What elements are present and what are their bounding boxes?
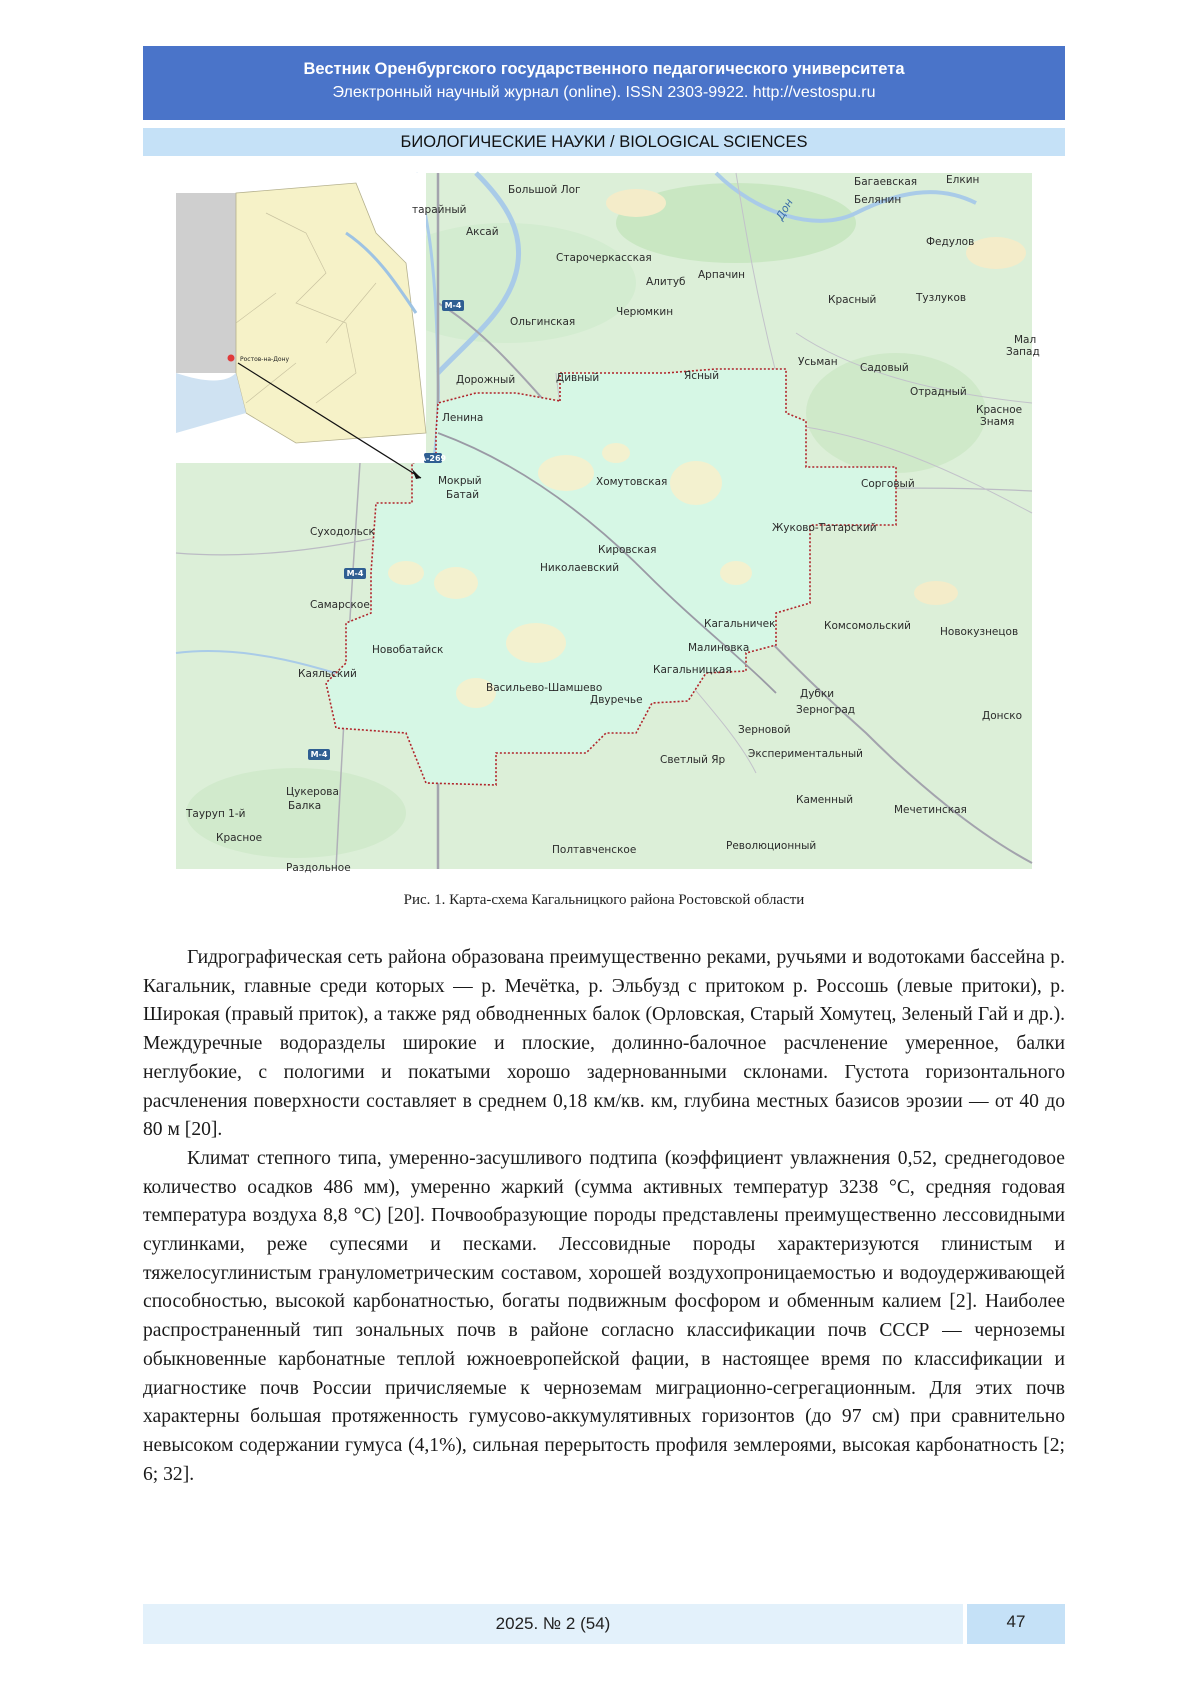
- svg-text:Дубки: Дубки: [800, 688, 835, 700]
- road-label-m4-3: [308, 749, 330, 760]
- svg-text:Красный: Красный: [828, 294, 877, 306]
- svg-text:Тауруп 1-й: Тауруп 1-й: [186, 808, 246, 820]
- svg-text:Черюмкин: Черюмкин: [616, 306, 674, 318]
- svg-text:Зерновой: Зерновой: [738, 724, 791, 736]
- svg-text:Кагальницкая: Кагальницкая: [653, 664, 732, 676]
- svg-text:Белянин: Белянин: [854, 194, 902, 206]
- svg-text:Каменный: Каменный: [796, 794, 854, 806]
- svg-text:Усьман: Усьман: [798, 356, 838, 368]
- svg-text:Арпачин: Арпачин: [698, 269, 746, 281]
- svg-text:Отрадный: Отрадный: [910, 386, 967, 398]
- svg-text:Донско: Донско: [982, 710, 1023, 722]
- svg-text:Николаевский: Николаевский: [540, 562, 620, 574]
- svg-text:Дорожный: Дорожный: [456, 374, 516, 386]
- svg-text:Кагальничек: Кагальничек: [704, 618, 776, 630]
- svg-text:Двуречье: Двуречье: [590, 694, 643, 706]
- road-label-a269: [420, 453, 447, 463]
- svg-text:Ленина: Ленина: [442, 412, 484, 424]
- road-label-m4-2: [344, 568, 366, 579]
- paragraph: Климат степного типа, умеренно-засушливого подтипа (коэффициент увлажнения 0,52, среднегодовое количество осадков 486 мм), умеренно жаркий (сумма активных температур 3238 °С, средняя годовая температура воздуха 8,8 °С) [20]. Почвообразующие породы представлены преимущественно лессовидными суглинками, реже супесями и песками. Лессовидные породы характеризуются глинистым и тяжелосуглинистым гранулометрическим составом, хорошей воздухопроницаемостью и водоудерживающей способностью, высокой карбонатностью, богаты подвижным фосфором и обменным калием [2]. Наиболее распространенный тип зональных почв в районе согласно классификации почв СССР — черноземы обыкновенные карбонатные теплой южноевропейской фации, в настоящее время по классификации и диагностике почв России причисляемые к черноземам миграционно-сегрегационным. Для этих почв характерны большая протяженность гумусово-аккумулятивных горизонтов (до 97 см) при сравнительно невысоком содержании гумуса (4,1%), сильная перерытость профиля землероями, высокая карбонатность [2; 6; 32].: [143, 1147, 1065, 1485]
- svg-text:тарайный: тарайный: [412, 204, 467, 216]
- svg-text:Полтавченское: Полтавченское: [552, 844, 637, 856]
- svg-text:Самарское: Самарское: [310, 599, 370, 611]
- svg-text:Алитуб: Алитуб: [646, 276, 686, 288]
- svg-text:Ясный: Ясный: [684, 370, 720, 382]
- issue-number: 2025. № 2 (54): [143, 1604, 963, 1644]
- svg-text:Раздольное: Раздольное: [286, 862, 351, 874]
- paragraph: Гидрографическая сеть района образована преимущественно реками, ручьями и водотоками бассейна р. Кагальник, главные среди которых — р. Мечётка, р. Эльбузд с притоком р. Россошь (левые притоки), р. Широкая (правый приток), а также ряд обводненных балок (Орловская, Старый Хомутец, Зеленый Гай и др.). Междуречные водоразделы широкие и плоские, долинно-балочное расчленение умеренное, балки неглубокие, с пологими и покатыми хорошо задернованными склонами. Густота горизонтального расчленения поверхности составляет в среднем 0,18 км/кв. км, глубина местных базисов эрозии — от 40 до 80 м [20].: [143, 947, 1065, 1141]
- svg-text:Дивный: Дивный: [556, 372, 600, 384]
- svg-text:Революционный: Революционный: [726, 840, 817, 852]
- svg-text:Комсомольский: Комсомольский: [824, 620, 912, 632]
- road-label-m4-1: [442, 300, 464, 311]
- svg-text:Красное: Красное: [216, 832, 263, 844]
- svg-text:Красное: Красное: [976, 404, 1023, 416]
- svg-text:М-4: М-4: [444, 301, 462, 310]
- section-title: БИОЛОГИЧЕСКИЕ НАУКИ / BIOLOGICAL SCIENCES: [143, 128, 1065, 156]
- svg-text:Аксай: Аксай: [466, 226, 499, 238]
- svg-text:Елкин: Елкин: [946, 174, 980, 186]
- svg-text:Мокрый: Мокрый: [438, 475, 482, 487]
- svg-text:Новобатайск: Новобатайск: [372, 644, 444, 656]
- article-body: [143, 944, 1065, 1489]
- svg-text:Федулов: Федулов: [926, 236, 975, 248]
- svg-text:Ольгинская: Ольгинская: [510, 316, 576, 328]
- page-footer: [143, 1604, 1065, 1644]
- svg-text:Жуково-Татарский: Жуково-Татарский: [772, 522, 877, 534]
- svg-text:Багаевская: Багаевская: [854, 176, 918, 188]
- svg-text:Сорговый: Сорговый: [861, 478, 915, 490]
- page-number: 47: [967, 1604, 1065, 1644]
- svg-text:Суходольск: Суходольск: [310, 526, 375, 538]
- journal-header: [143, 46, 1065, 120]
- svg-text:Васильево-Шамшево: Васильево-Шамшево: [486, 682, 603, 694]
- svg-text:Кировская: Кировская: [598, 544, 657, 556]
- svg-text:Садовый: Садовый: [860, 362, 909, 374]
- svg-text:А-269: А-269: [419, 454, 447, 463]
- svg-text:Старочеркасская: Старочеркасская: [556, 252, 652, 264]
- svg-text:Запад: Запад: [1006, 346, 1040, 358]
- svg-text:Зерноград: Зерноград: [796, 704, 856, 716]
- svg-text:Батай: Батай: [446, 489, 480, 501]
- svg-text:М-4: М-4: [346, 569, 364, 578]
- svg-text:Знамя: Знамя: [980, 416, 1015, 428]
- svg-text:Малиновка: Малиновка: [688, 642, 750, 654]
- svg-text:Цукерова: Цукерова: [286, 786, 339, 798]
- svg-text:Балка: Балка: [288, 800, 322, 812]
- map-figure: [176, 173, 1040, 874]
- svg-text:Тузлуков: Тузлуков: [916, 292, 967, 304]
- journal-title: Вестник Оренбургского государственного педагогического университета: [303, 60, 905, 78]
- svg-text:Мал: Мал: [1014, 334, 1037, 346]
- figure-caption: Рис. 1. Карта-схема Кагальницкого района Ростовской области: [403, 892, 805, 908]
- svg-text:Новокузнецов: Новокузнецов: [940, 626, 1019, 638]
- svg-text:М-4: М-4: [310, 750, 328, 759]
- inset-city-label: Ростов-на-Дону: [240, 356, 290, 363]
- svg-text:Светлый Яр: Светлый Яр: [660, 754, 726, 766]
- river-label-don: Дон: [773, 196, 796, 223]
- district-map: [176, 173, 1040, 874]
- svg-text:Большой Лог: Большой Лог: [508, 184, 581, 196]
- svg-text:Хомутовская: Хомутовская: [596, 476, 668, 488]
- svg-text:Каяльский: Каяльский: [298, 668, 357, 680]
- journal-subtitle: Электронный научный журнал (online). ISSN 2303-9922. http://vestospu.ru: [332, 84, 876, 101]
- svg-text:Экспериментальный: Экспериментальный: [748, 748, 863, 760]
- region-inset-map: [176, 173, 426, 463]
- svg-text:Мечетинская: Мечетинская: [894, 804, 967, 816]
